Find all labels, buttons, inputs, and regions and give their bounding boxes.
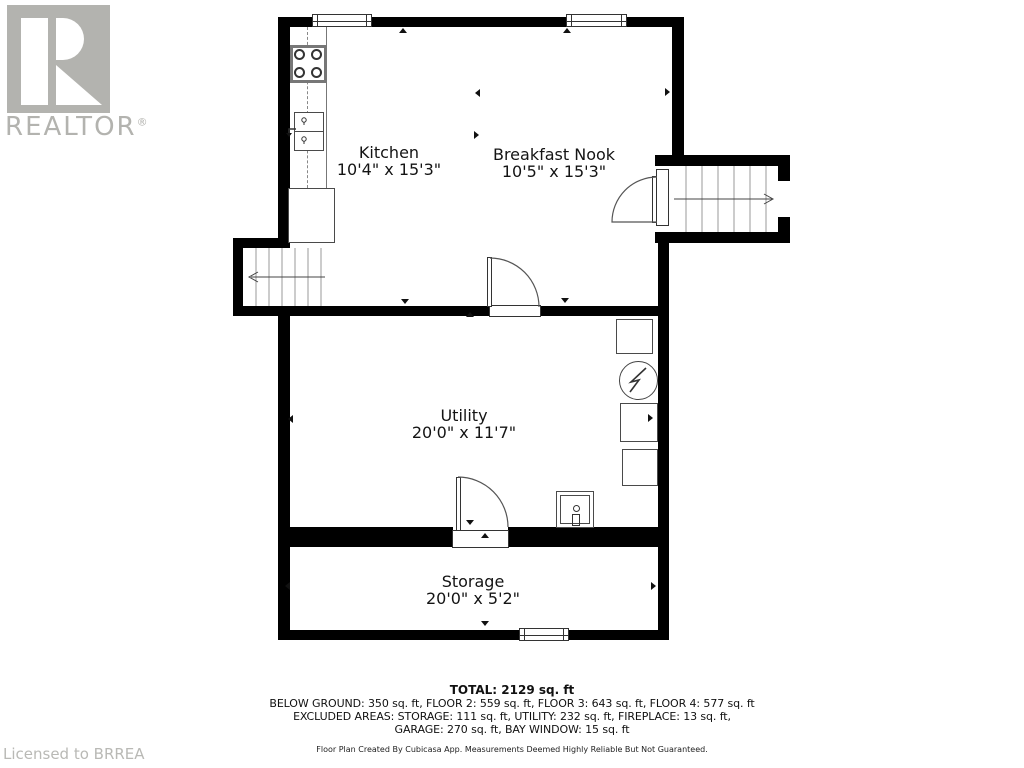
direction-marker-icon xyxy=(563,28,571,33)
area-summary xyxy=(0,684,1024,754)
wall xyxy=(658,238,669,640)
wall xyxy=(655,155,790,166)
room-name: Kitchen xyxy=(358,143,420,162)
window-icon xyxy=(312,14,372,27)
direction-marker-icon xyxy=(285,582,290,590)
wall xyxy=(778,155,790,181)
wall xyxy=(278,316,290,532)
room-dimensions: 10'4" x 15'3" xyxy=(336,160,442,179)
room-label-storage xyxy=(398,573,548,607)
direction-marker-icon xyxy=(651,582,656,590)
realtor-logo-text: REALTOR® xyxy=(5,112,150,142)
direction-marker-icon xyxy=(399,28,407,33)
total-area-text: TOTAL: 2129 sq. ft xyxy=(449,683,575,697)
registered-trademark-icon: ® xyxy=(136,115,150,129)
direction-marker-icon xyxy=(401,299,409,304)
direction-marker-icon xyxy=(288,415,293,423)
license-text: Licensed to BRREA xyxy=(3,745,145,763)
room-label-kitchen xyxy=(309,144,469,178)
room-dimensions: 10'5" x 15'3" xyxy=(501,162,607,181)
wall xyxy=(233,306,490,316)
door-swing-arc xyxy=(457,476,510,529)
door-swing-arc xyxy=(610,175,659,224)
direction-marker-icon xyxy=(475,89,480,97)
direction-marker-icon xyxy=(481,621,489,626)
refrigerator-icon xyxy=(288,188,335,243)
direction-marker-icon xyxy=(665,88,670,96)
sump-pit-icon xyxy=(556,491,594,528)
water-heater-icon xyxy=(622,449,658,486)
disclaimer-text: Floor Plan Created By Cubicasa App. Measurements Deemed Highly Reliable But Not Guaranteed. xyxy=(316,745,708,754)
door-swing-arc xyxy=(489,257,541,309)
room-name: Utility xyxy=(440,406,488,425)
stairs-left-icon xyxy=(243,248,331,306)
stairs-right-icon xyxy=(668,166,778,232)
window-icon xyxy=(519,628,569,641)
wall xyxy=(568,630,669,640)
excluded-areas-text: EXCLUDED AREAS: STORAGE: 111 sq. ft, UTILITY: 232 sq. ft, FIREPLACE: 13 sq. ft, xyxy=(293,710,731,723)
wall xyxy=(233,238,288,248)
direction-marker-icon xyxy=(474,131,479,139)
direction-marker-icon xyxy=(481,533,489,538)
window-icon xyxy=(566,14,627,27)
room-name: Storage xyxy=(441,572,505,591)
wall xyxy=(278,527,453,547)
wall xyxy=(778,217,790,243)
room-dimensions: 20'0" x 5'2" xyxy=(425,589,521,608)
direction-marker-icon xyxy=(466,520,474,525)
wall xyxy=(655,232,790,243)
wall xyxy=(233,238,243,316)
direction-marker-icon xyxy=(466,312,474,317)
faucet-icon xyxy=(285,116,310,144)
direction-marker-icon xyxy=(648,414,653,422)
excluded-areas-text: GARAGE: 270 sq. ft, BAY WINDOW: 15 sq. ft xyxy=(394,723,630,736)
stove-icon xyxy=(290,45,327,83)
room-label-utility xyxy=(389,407,539,441)
water-heater-icon xyxy=(620,403,658,442)
floors-area-text: BELOW GROUND: 350 sq. ft, FLOOR 2: 559 sq. ft, FLOOR 3: 643 sq. ft, FLOOR 4: 577 sq. ft xyxy=(269,697,755,710)
wall xyxy=(278,547,290,640)
realtor-logo-icon xyxy=(7,5,110,117)
lightning-bolt-icon xyxy=(619,361,658,400)
wall xyxy=(540,306,658,316)
direction-marker-icon xyxy=(561,298,569,303)
wall xyxy=(278,630,520,640)
wall xyxy=(508,527,669,547)
utility-cabinet-icon xyxy=(616,319,653,354)
room-name: Breakfast Nook xyxy=(492,145,616,164)
wall xyxy=(672,17,684,165)
room-dimensions: 20'0" x 11'7" xyxy=(411,423,517,442)
